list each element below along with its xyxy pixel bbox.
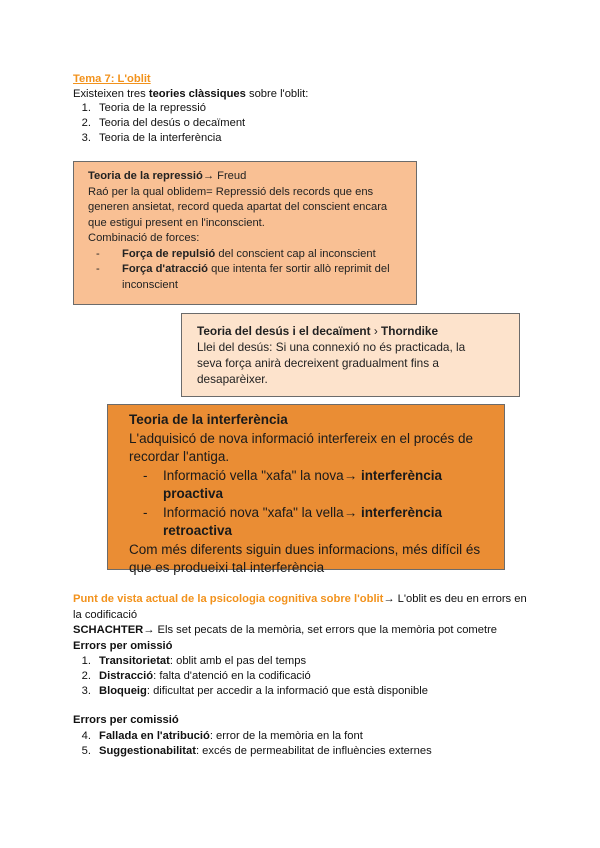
page-title: Tema 7: L'oblit	[73, 73, 151, 85]
schacter-label: SCHACHTER	[73, 624, 144, 636]
decay-heading: Teoria del desús i el decaïment	[197, 324, 371, 338]
list-item: 2. Distracció: falta d'atenció en la codificació	[81, 670, 311, 682]
repression-box: Teoria de la repressió→ Freud Raó per la qual oblidem= Repressió dels records que ens generen ansietat, record queda apartat del conscient encara que estigui present en l'inconscient. Combinació de forces: - Força de repulsió del conscient cap al inconscient - Força d'atracció que intenta fer sortir allò reprimit del inconscient	[73, 161, 417, 305]
list-item: 1. Teoria de la repressió	[81, 102, 206, 114]
list-item: 3. Bloqueig: dificultat per accedir a la informació que està disponible	[81, 685, 428, 697]
list-item: - Informació vella "xafa" la nova→ interferència proactiva	[143, 467, 442, 501]
intro-bold: teories clàssiques	[148, 88, 246, 100]
decay-box: Teoria del desús i el decaïment › Thorndike Llei del desús: Si una connexió no és practicada, la seva força anirà decreixent gradualment fins a desaparèixer.	[181, 313, 520, 397]
intro-line: Existeixen tres teories clàssiques sobre l'oblit:	[73, 88, 309, 100]
theories-list	[73, 101, 245, 146]
commission-list	[73, 729, 533, 759]
omission-list	[73, 654, 533, 699]
repression-heading: Teoria de la repressió	[88, 170, 203, 182]
interference-heading: Teoria de la interferència	[129, 412, 288, 427]
list-item: 5. Suggestionabilitat: excés de permeabilitat de influències externes	[81, 744, 432, 757]
commission-heading: Errors per comissió	[73, 714, 179, 726]
interference-box: Teoria de la interferència L'adquisicó de nova informació interfereix en el procés de recordar l'antiga. - Informació vella "xafa" la nova→ interferència proactiva - Informació nova "xafa" la vella→ interferència retroactiva Com més diferents siguin dues informacions, més difícil és que es produeixi tal interferència	[107, 404, 505, 570]
omission-heading: Errors per omissió	[73, 639, 173, 652]
list-item: - Força de repulsió del conscient cap al inconscient	[96, 247, 376, 260]
list-item: - Informació nova "xafa" la vella→ interferència retroactiva	[143, 504, 442, 538]
list-item: 4. Fallada en l'atribució: error de la memòria en la font	[81, 729, 363, 742]
list-item: 1. Transitorietat: oblit amb el pas del temps	[81, 655, 307, 667]
list-item: 2. Teoria del desús o decaïment	[81, 117, 246, 129]
current-view-heading: Punt de vista actual de la psicologia cognitiva sobre l'oblit	[73, 593, 384, 605]
current-view-section: Punt de vista actual de la psicologia cognitiva sobre l'oblit→ L'oblit es deu en errors en la codificació SCHACHTER→ Els set pecats de la memòria, set errors que la memòria pot cometre Errors per omissió 1. Transitorietat: oblit amb el pas del temps 2. Distracció: falta d'atenció en la codificació 3. Bloqueig: dificultat per accedir a la informació que està disponible Errors per comissió 4. Fallada en l'atribució: error de la memòria en la font 5. Suggestionabilitat: excés de permeabilitat de influències externes	[73, 592, 533, 759]
list-item: - Força d'atracció que intenta fer sortir allò reprimit del inconscient	[96, 263, 390, 291]
list-item: 3. Teoria de la interferència	[81, 132, 222, 144]
